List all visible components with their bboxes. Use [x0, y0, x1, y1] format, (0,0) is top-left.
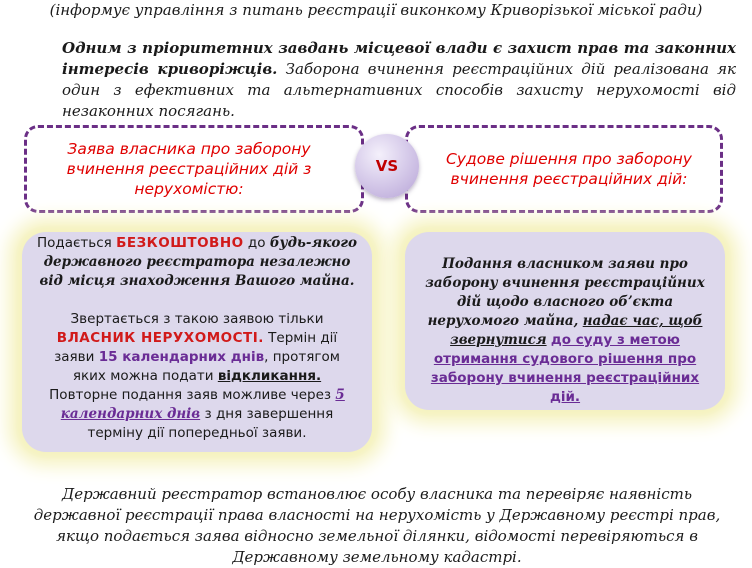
p2-d: Повторне подання заяв можливе через	[49, 387, 332, 403]
vs-badge: VS	[355, 134, 419, 198]
p2-e: з дня завершення терміну дії попередньої заяви.	[87, 406, 334, 441]
owner-application-title: Заява власника про заборону вчинення реєстраційних дій з нерухомістю:	[66, 140, 312, 198]
court-decision-title: Судове рішення про заборону вчинення реєстраційних дій:	[446, 150, 692, 188]
court-line1: Подання власником заяви про заборону вчинення реєстраційних дій щодо власного об’єкта нерухомого майна,	[425, 256, 705, 329]
source-note: (інформує управління з питань реєстрації виконкому Криворізької міської ради)	[49, 1, 703, 19]
repeat-days: 5 календарних днів	[60, 387, 345, 422]
any-registrar-text: будь-якого державного реєстратора незалежно від місця знаходження Вашого майна.	[39, 235, 358, 289]
intro-paragraph	[18, 38, 736, 122]
term-days: 15 календарних днів	[98, 349, 265, 365]
court-line3: до суду з метою отримання судового рішення про заборону вчинення реєстраційних дій.	[430, 332, 700, 405]
intro-rest: Заборона вчинення реєстраційних дій реалізована як один з ефективних та альтернативних способів захисту нерухомості від незаконних посягань.	[62, 60, 736, 120]
p2-c: , протягом яких можна подати	[72, 349, 340, 384]
owner-panel-text	[22, 234, 372, 443]
outro-text: Державний реєстратор встановлює особу власника та перевіряє наявність державної реєстрації права власності на нерухомість у Державному реєстрі прав, якщо подається заява відносно земельної ділянки, відомості перевіряються в Державному земельному кадастрі.	[33, 485, 721, 566]
court-decision-box	[405, 125, 723, 213]
free-label: БЕЗКОШТОВНО	[116, 235, 244, 251]
p1-a: Подається	[36, 235, 112, 251]
court-line2: надає час, щоб звернутися	[450, 313, 703, 348]
owner-label: ВЛАСНИК НЕРУХОМОСТІ.	[56, 330, 264, 346]
revoke-label: відкликання.	[217, 368, 322, 384]
court-panel-text	[405, 255, 725, 407]
p2-b: Термін дії заяви	[54, 330, 338, 365]
owner-application-box	[24, 125, 364, 213]
p2-a: Звертається з такою заявою тільки	[70, 311, 324, 327]
outro-paragraph	[18, 484, 736, 568]
intro-bold: Одним з пріоритетних завдань місцевої влади є захист прав та законних інтересів криворіжців.	[62, 39, 736, 78]
p1-b: до	[247, 235, 266, 251]
